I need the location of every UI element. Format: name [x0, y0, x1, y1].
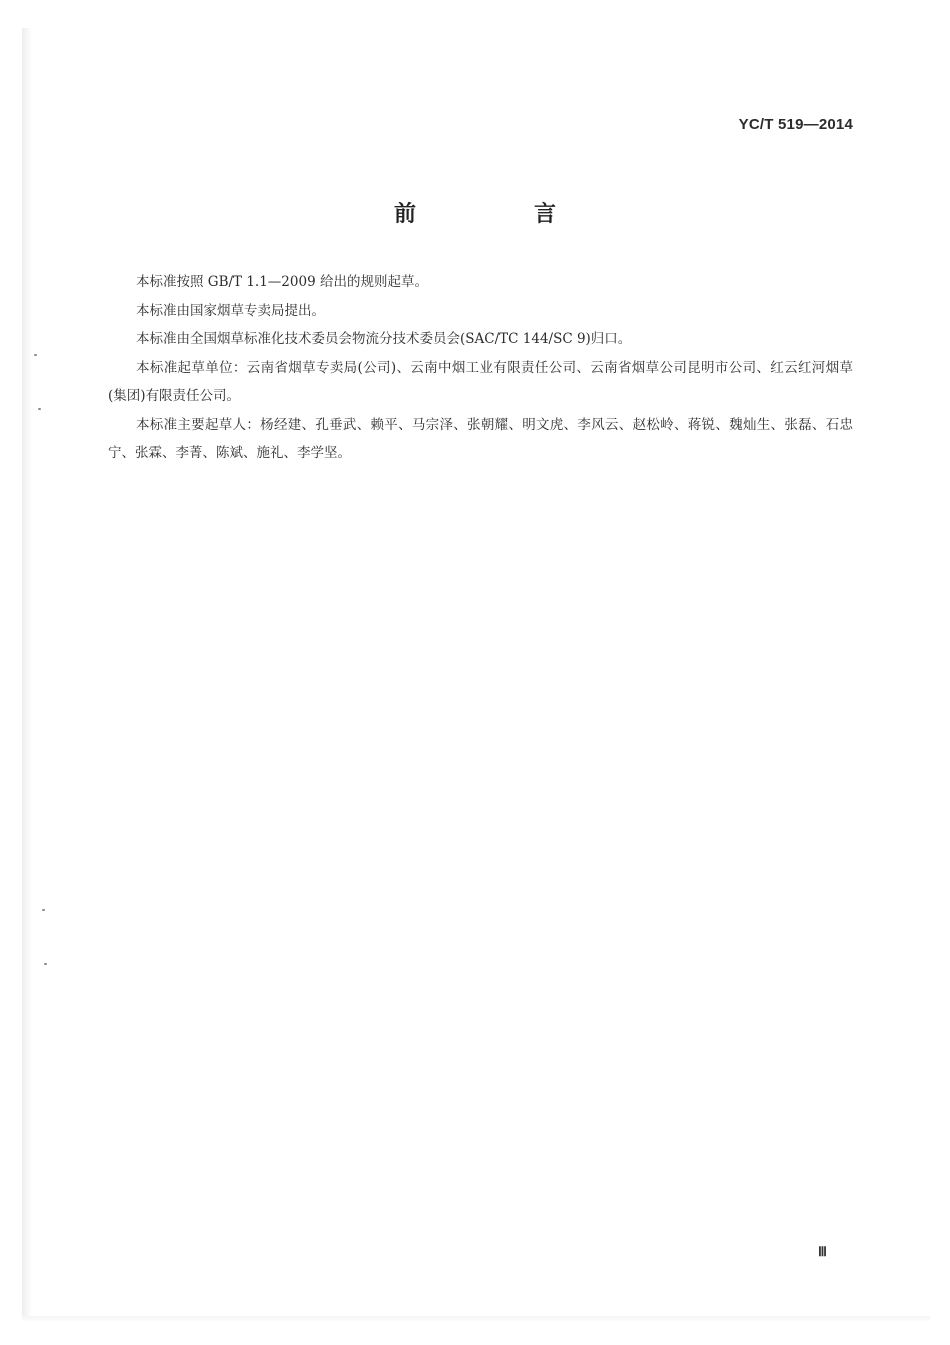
- scan-speck: [34, 354, 37, 356]
- scan-speck: [42, 909, 45, 911]
- standard-code-header: YC/T 519—2014: [738, 116, 853, 133]
- paragraph-drafting-units: 本标准起草单位：云南省烟草专卖局(公司)、云南中烟工业有限责任公司、云南省烟草公司昆明市公司、红云红河烟草(集团)有限责任公司。: [108, 359, 853, 404]
- page-title: 前 言: [393, 202, 604, 227]
- paragraph-centralized-by: 本标准由全国烟草标准化技术委员会物流分技术委员会(SAC/TC 144/SC 9)归口。: [136, 331, 632, 347]
- page-number: Ⅲ: [818, 1244, 827, 1259]
- paragraph-proposer: 本标准由国家烟草专卖局提出。: [136, 302, 325, 319]
- scan-speck: [44, 963, 47, 965]
- scan-bottom-edge: [22, 1316, 930, 1322]
- paragraph-main-drafters: 本标准主要起草人：杨经建、孔垂武、赖平、马宗泽、张朝耀、明文虎、李风云、赵松岭、蒋锐、魏灿生、张磊、石忠宁、张霖、李菁、陈斌、施礼、李学坚。: [108, 416, 853, 461]
- foreword-body: [108, 268, 853, 468]
- scan-speck: [38, 408, 41, 410]
- paragraph-drafting-rules: 本标准按照 GB/T 1.1—2009 给出的规则起草。: [136, 274, 428, 290]
